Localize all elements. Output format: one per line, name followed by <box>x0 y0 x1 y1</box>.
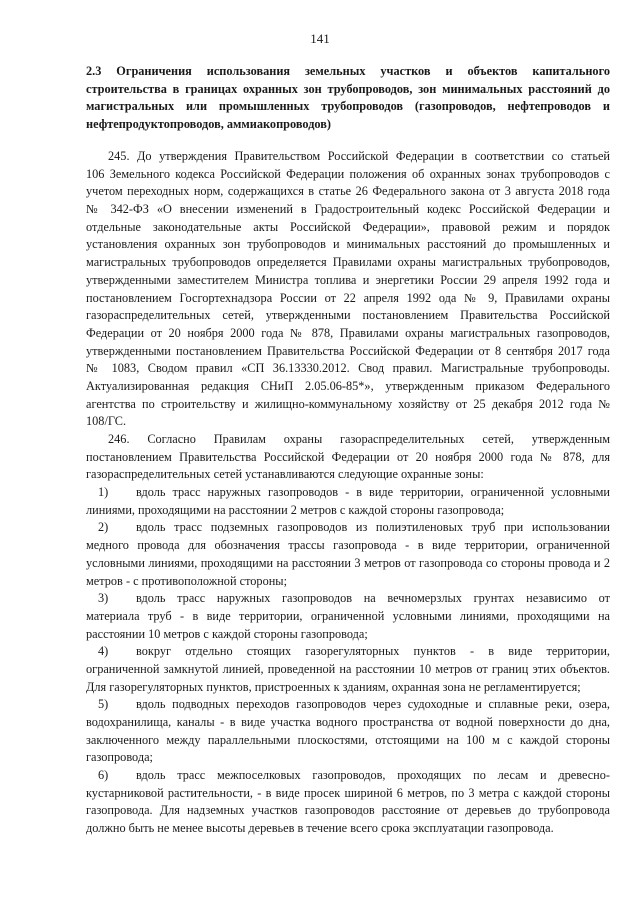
heading-line: магистральных или промышленных трубопроводов (газопроводов, нефтепроводов и <box>86 99 610 114</box>
list-item <box>86 590 610 643</box>
list-item-text: вдоль подводных переходов газопроводов через судоходные и сплавные реки, озера, <box>136 697 610 712</box>
protection-zone-list <box>86 484 610 838</box>
paragraph-245 <box>86 148 610 431</box>
list-item-line: расстоянии 10 метров с каждой стороны газопровода; <box>86 626 368 641</box>
paragraph-line: Федерации от 20 ноября 2000 года № 878, Правилами охраны магистральных газопроводов, <box>86 325 610 340</box>
list-item-text: вдоль трасс подземных газопроводов из полиэтиленовых труб при использовании <box>136 520 610 535</box>
list-item-line: газопровода. Для надземных участков газопроводов расстояние от деревьев до трубопровода <box>86 803 610 818</box>
list-item-number: 2) <box>98 520 109 535</box>
list-item-line: ограниченной замкнутой линией, проведенной на расстоянии 10 метров от границ этих объектов. <box>86 661 610 676</box>
list-item-line <box>86 519 610 537</box>
list-item-line <box>86 484 610 502</box>
list-item <box>86 484 610 519</box>
heading-line: 2.3 Ограничения использования земельных участков и объектов капитального <box>86 64 610 78</box>
section-heading <box>86 63 610 134</box>
heading-line: строительства в границах охранных зон трубопроводов, зон минимальных расстояний до <box>86 81 610 96</box>
paragraph-line: постановлением Правительства Российской Федерации от 20 ноября 2000 года № 878, для <box>86 449 610 464</box>
paragraph-line: газораспределительных сетей, утвержденными постановлением Правительства Российской <box>86 308 610 323</box>
list-item-number: 3) <box>98 591 109 606</box>
paragraph-line: магистральных трубопроводов определяется Правилами охраны магистральных трубопроводов, <box>86 255 610 270</box>
list-item-line: кустарниковой растительности, - в виде просек шириной 6 метров, по 3 метра с каждой стороны <box>86 785 610 800</box>
list-item-line <box>86 696 610 714</box>
list-item-line: заключенного между параллельными плоскостями, отстоящими на 100 м с каждой стороны <box>86 732 610 747</box>
list-item-line <box>86 767 610 785</box>
list-item-number: 5) <box>98 697 109 712</box>
paragraph-line: 108/ГС. <box>86 414 127 429</box>
list-item-line: медного провода для обозначения трассы газопровода - в виде территории, ограниченной <box>86 538 610 553</box>
list-item-number: 4) <box>98 644 109 659</box>
paragraph-line: установления охранных зон трубопроводов и минимальных расстояний до промышленных и <box>86 237 610 252</box>
paragraph-line: отдельные законодательные акты Российской Федерации», правовой режим и порядок <box>86 219 610 234</box>
list-item-line <box>86 643 610 661</box>
paragraph-line: 245. До утверждения Правительством Российской Федерации в соответствии со статьей <box>108 149 610 163</box>
page-number: 141 <box>310 31 330 46</box>
paragraph-line: утвержденными заместителем Министра топлива и энергетики России 29 апреля 1992 года и <box>86 272 610 287</box>
list-item-line <box>86 590 610 608</box>
list-item <box>86 767 610 838</box>
list-item-line: водохранилища, каналы - в виде участка водного пространства от водной поверхности до дна, <box>86 715 610 729</box>
document-body <box>86 148 610 838</box>
list-item-line: газопровода; <box>86 750 153 765</box>
paragraph-line: учетом переходных норм, содержащихся в статье 26 Федерального закона от 3 августа 2018 года <box>86 184 610 199</box>
list-item <box>86 643 610 696</box>
list-item-line: Для газорегуляторных пунктов, пристроенных к зданиям, охранная зона не регламентируется; <box>86 679 581 694</box>
paragraph-line: 246. Согласно Правилам охраны газораспределительных сетей, утвержденным <box>108 432 610 446</box>
list-item <box>86 696 610 767</box>
list-item-number: 1) <box>98 485 109 500</box>
list-item-line: условными линиями, проходящими на расстоянии 3 метров от газопровода со стороны провода и 2 <box>86 555 610 570</box>
list-item-line: линиями, проходящими на расстоянии 2 метров с каждой стороны газопровода; <box>86 502 505 517</box>
paragraph-246 <box>86 431 610 484</box>
list-item-text: вокруг отдельно стоящих газорегуляторных пунктов - в виде территории, <box>136 644 610 659</box>
paragraph-line: № 342-ФЗ «О внесении изменений в Градостроительный кодекс Российской Федерации и <box>86 202 610 217</box>
paragraph-line: Актуализированная редакция СНиП 2.05.06-85*», утвержденным приказом Федерального <box>86 378 610 393</box>
list-item-text: вдоль трасс межпоселковых газопроводов, проходящих по лесам и древесно- <box>136 768 610 783</box>
list-item-text: вдоль трасс наружных газопроводов на вечномерзлых грунтах независимо от <box>136 591 610 606</box>
heading-line: нефтепродуктопроводов, аммиакопроводов) <box>86 117 331 132</box>
list-item <box>86 519 610 590</box>
list-item-line: материала труб - в виде территории, ограниченной условными линиями, проходящими на <box>86 608 610 623</box>
paragraph-line: агентства по строительству и жилищно-коммунальному хозяйству от 25 декабря 2012 года № <box>86 396 610 411</box>
list-item-number: 6) <box>98 768 109 783</box>
list-item-line: метров - с противоположной стороны; <box>86 573 287 588</box>
paragraph-line: № 1083, Сводом правил «СП 36.13330.2012. Свод правил. Магистральные трубопроводы. <box>86 361 610 376</box>
paragraph-line: 106 Земельного кодекса Российской Федерации положения об охранных зонах трубопроводов с <box>86 166 610 181</box>
list-item-text: вдоль трасс наружных газопроводов - в виде территории, ограниченной условными <box>136 485 610 500</box>
paragraph-line: постановлением Госгортехнадзора России от 22 апреля 1992 ода № 9, Правилами охраны <box>86 290 610 305</box>
paragraph-line: утвержденными постановлением Правительства Российской Федерации от 8 сентября 2017 года <box>86 343 610 358</box>
list-item-line: должно быть не менее высоты деревьев в течение всего срока эксплуатации газопровода. <box>86 821 554 836</box>
paragraph-line: газораспределительных сетей устанавливаются следующие охранные зоны: <box>86 467 484 482</box>
